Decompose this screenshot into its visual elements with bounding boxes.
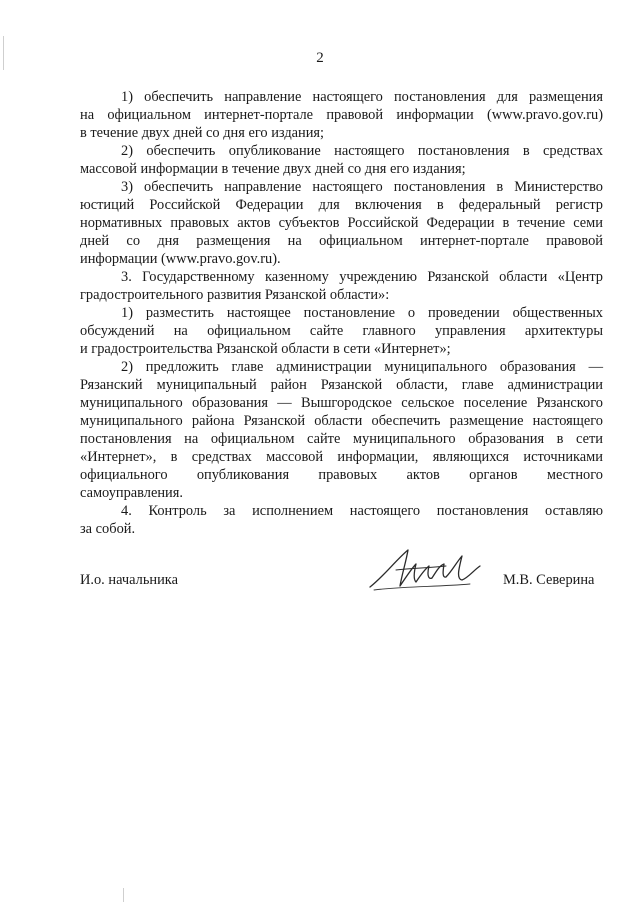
body-line: официального опубликования правовых актов органов местного bbox=[80, 467, 603, 483]
body-line: 2) предложить главе администрации муниципального образования — bbox=[121, 359, 603, 375]
body-line: 3. Государственному казенному учреждению Рязанской области «Центр bbox=[121, 269, 603, 285]
body-line: дней со дня размещения на официальном интернет-портале правовой bbox=[80, 233, 603, 249]
scan-edge-mark bbox=[123, 888, 124, 902]
body-line: 1) разместить настоящее постановление о проведении общественных bbox=[121, 305, 603, 321]
body-line: муниципального образования — Вышгородское сельское поселение Рязанского bbox=[80, 395, 603, 411]
body-line: 3) обеспечить направление настоящего постановления в Министерство bbox=[121, 179, 603, 195]
body-line: массовой информации в течение двух дней со дня его издания; bbox=[80, 161, 466, 177]
body-line: 1) обеспечить направление настоящего постановления для размещения bbox=[121, 89, 603, 105]
page-number: 2 bbox=[316, 50, 324, 66]
body-line: на официальном интернет-портале правовой информации (www.pravo.gov.ru) bbox=[80, 107, 603, 123]
body-line: 2) обеспечить опубликование настоящего постановления в средствах bbox=[121, 143, 603, 159]
body-line: за собой. bbox=[80, 521, 136, 537]
body-line: муниципального района Рязанской области обеспечить размещение настоящего bbox=[80, 413, 603, 429]
signer-name: М.В. Северина bbox=[503, 572, 595, 588]
body-line: «Интернет», в средствах массовой информации, являющихся источниками bbox=[80, 449, 603, 465]
body-line: нормативных правовых актов субъектов Российской Федерации в течение семи bbox=[80, 215, 603, 231]
body-line: постановления на официальном сайте муниципального образования в сети bbox=[80, 431, 603, 447]
body-line: градостроительного развития Рязанской области»: bbox=[80, 287, 390, 303]
body-line: самоуправления. bbox=[80, 485, 183, 501]
body-line: 4. Контроль за исполнением настоящего постановления оставляю bbox=[121, 503, 603, 519]
signer-position: И.о. начальника bbox=[80, 572, 178, 588]
body-line: в течение двух дней со дня его издания; bbox=[80, 125, 325, 141]
body-line: информации (www.pravo.gov.ru). bbox=[80, 251, 281, 267]
body-line: и градостроительства Рязанской области в сети «Интернет»; bbox=[80, 341, 451, 357]
body-line: юстиций Российской Федерации для включения в федеральный регистр bbox=[80, 197, 603, 213]
body-line: Рязанский муниципальный район Рязанской области, главе администрации bbox=[80, 377, 603, 393]
body-line: обсуждений на официальном сайте главного управления архитектуры bbox=[80, 323, 603, 339]
handwritten-signature bbox=[366, 546, 490, 594]
